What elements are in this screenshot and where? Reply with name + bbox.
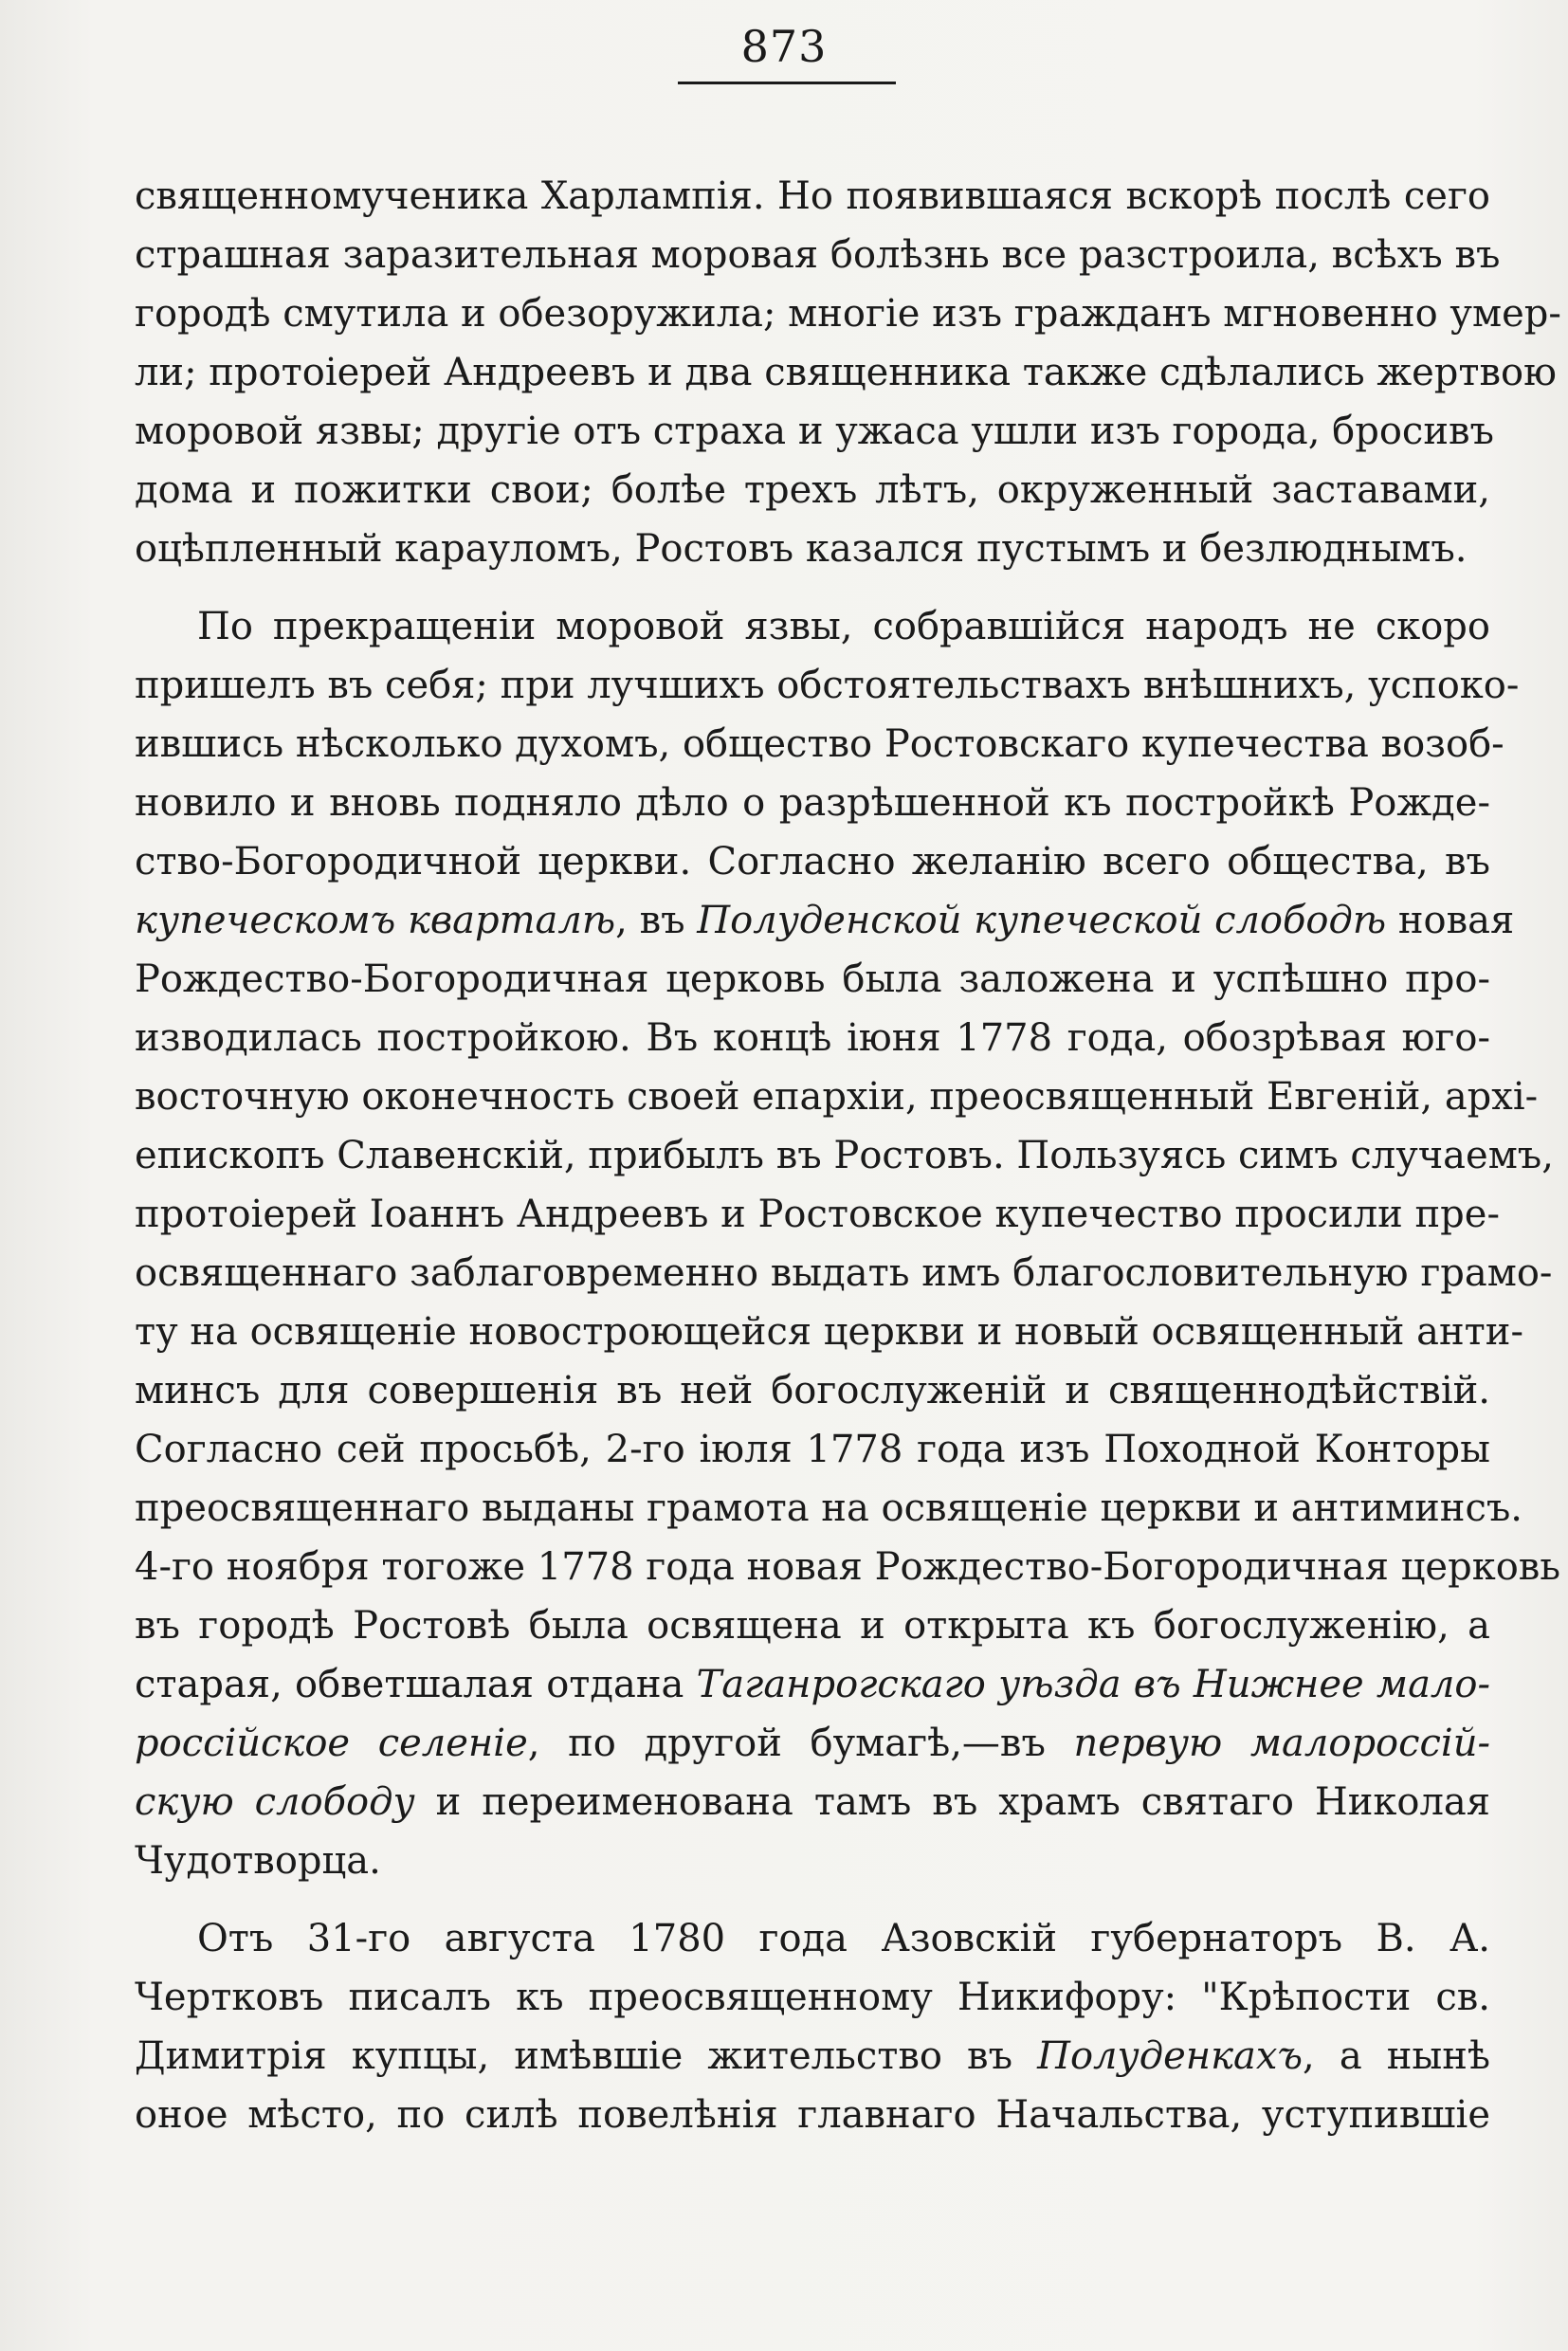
- body-text: [135, 167, 1561, 2144]
- text-line: Рождество-Богородичная церковь была заложена и успѣшно про-: [135, 957, 1490, 1001]
- text-line: оцѣпленный карауломъ, Ростовъ казался пустымъ и безлюднымъ.: [135, 527, 1468, 571]
- text-line: ли; протоіерей Андреевъ и два священника также сдѣлались жертвою: [135, 351, 1557, 394]
- text-line: преосвященнаго выданы грамота на освященіе церкви и антиминсъ.: [135, 1486, 1523, 1530]
- page-number-underline: [678, 82, 896, 84]
- text-line: минсъ для совершенія въ ней богослуженій и священнодѣйствій.: [135, 1369, 1490, 1412]
- italic-phrase: россійское селеніе: [135, 1722, 528, 1765]
- text-line-with-italics: россійское селеніе, по другой бумагѣ,—въ первую малороссій-: [135, 1722, 1491, 1765]
- text-line: дома и пожитки свои; болѣе трехъ лѣтъ, окруженный заставами,: [135, 468, 1490, 512]
- text-line: Чудотворца.: [135, 1839, 381, 1883]
- paragraph-1: [135, 167, 1561, 578]
- text-line: пришелъ въ себя; при лучшихъ обстоятельствахъ внѣшнихъ, успоко-: [135, 664, 1520, 707]
- text-line: оное мѣсто, по силѣ повелѣнія главнаго Начальства, уступившіе: [135, 2093, 1490, 2137]
- paragraph-2: [135, 597, 1561, 1890]
- text-line: въ городѣ Ростовѣ была освящена и открыта къ богослуженію, а: [135, 1604, 1490, 1648]
- text-line-with-italics: купеческомъ кварталѣ, въ Полуденской купеческой слободѣ новая: [135, 899, 1515, 942]
- italic-phrase: скую слободу: [135, 1780, 415, 1824]
- text-line: Согласно сей просьбѣ, 2-го іюля 1778 года изъ Походной Конторы: [135, 1428, 1490, 1471]
- text-line: По прекращеніи моровой язвы, собравшійся народъ не скоро: [197, 605, 1490, 648]
- text-line: новило и вновь подняло дѣло о разрѣшенной къ постройкѣ Рожде-: [135, 781, 1490, 825]
- text-line: протоіерей Іоаннъ Андреевъ и Ростовское купечество просили пре-: [135, 1193, 1500, 1236]
- paragraph-3: [135, 1909, 1490, 2144]
- italic-phrase: Таганрогскаго уѣзда въ Нижнее мало-: [696, 1663, 1490, 1706]
- text-line: изводилась постройкою. Въ концѣ іюня 1778 года, обозрѣвая юго-: [135, 1016, 1490, 1060]
- text-line: страшная заразительная моровая болѣзнь все разстроила, всѣхъ въ: [135, 233, 1501, 277]
- text-line: моровой язвы; другіе отъ страха и ужаса ушли изъ города, бросивъ: [135, 410, 1494, 453]
- text-line: восточную оконечность своей епархіи, преосвященный Евгеній, архі-: [135, 1075, 1539, 1119]
- text-line: освященнаго заблаговременно выдать имъ благословительную грамо-: [135, 1251, 1553, 1295]
- text-line: городѣ смутила и обезоружила; многіе изъ гражданъ мгновенно умер-: [135, 292, 1561, 336]
- page-number: 873: [740, 21, 828, 72]
- text-line-with-italics: старая, обветшалая отдана Таганрогскаго уѣзда въ Нижнее мало-: [135, 1663, 1490, 1706]
- italic-phrase: купеческомъ кварталѣ: [135, 899, 616, 942]
- text-line: Отъ 31-го августа 1780 года Азовскій губернаторъ В. А.: [197, 1917, 1490, 1960]
- text-line-with-italics: скую слободу и переименована тамъ въ храмъ святаго Николая: [135, 1780, 1490, 1824]
- text-line: ту на освященіе новостроющейся церкви и новый освященный анти-: [135, 1310, 1523, 1354]
- italic-phrase: Полуденкахъ: [1037, 2034, 1304, 2078]
- text-line: ившись нѣсколько духомъ, общество Ростовскаго купечества возоб-: [135, 722, 1504, 766]
- text-line: ство-Богородичной церкви. Согласно желанію всего общества, въ: [135, 840, 1490, 884]
- text-line: священномученика Харлампія. Но появившаяся вскорѣ послѣ сего: [135, 174, 1490, 218]
- italic-phrase: Полуденской купеческой слободѣ: [697, 899, 1387, 942]
- text-line: 4-го ноября тогоже 1778 года новая Рождество-Богородичная церковь: [135, 1545, 1561, 1589]
- text-line-with-italics: Димитрія купцы, имѣвшіе жительство въ Полуденкахъ, а нынѣ: [135, 2034, 1490, 2078]
- text-line: епископъ Славенскій, прибылъ въ Ростовъ. Пользуясь симъ случаемъ,: [135, 1134, 1554, 1177]
- text-line: Чертковъ писалъ къ преосвященному Никифору: "Крѣпости св.: [135, 1976, 1490, 2019]
- italic-phrase: первую малороссій-: [1073, 1722, 1491, 1765]
